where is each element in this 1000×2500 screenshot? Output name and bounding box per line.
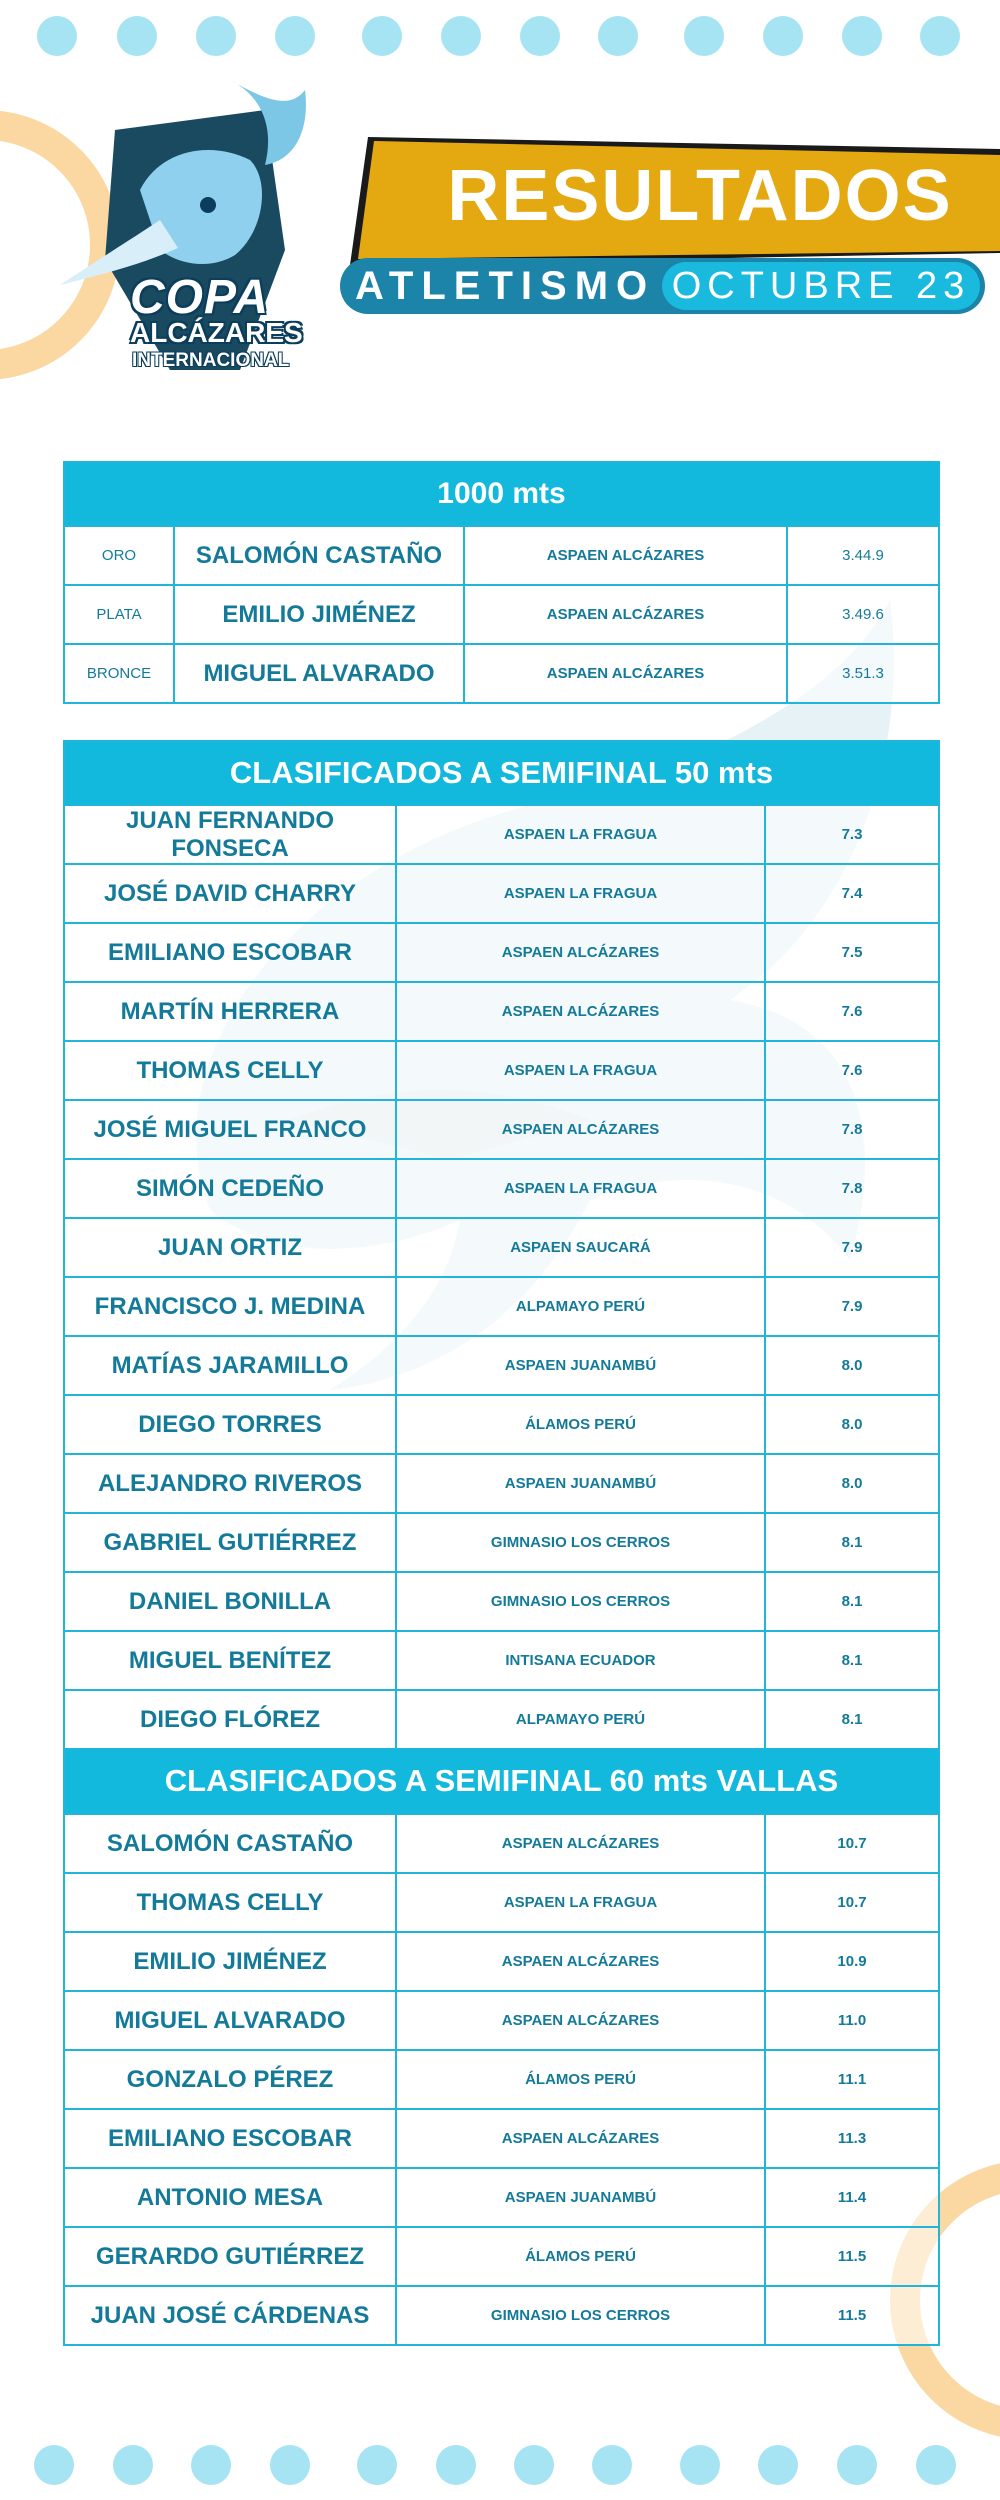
team-cell: ASPAEN ALCÁZARES — [395, 1815, 764, 1872]
athlete-name-cell: MIGUEL BENÍTEZ — [128, 1646, 332, 1674]
team-cell: ASPAEN LA FRAGUA — [395, 1042, 764, 1099]
athlete-name-cell: JOSÉ DAVID CHARRY — [103, 879, 357, 907]
team-cell: ÁLAMOS PERÚ — [395, 1396, 764, 1453]
medal-cell: BRONCE — [86, 665, 152, 682]
athlete-name-cell: ANTONIO MESA — [136, 2183, 324, 2211]
table-row — [65, 1217, 938, 1276]
athlete-name-cell: SALOMÓN CASTAÑO — [106, 1829, 354, 1857]
team-cell: ASPAEN LA FRAGUA — [395, 865, 764, 922]
team-cell: ALPAMAYO PERÚ — [395, 1278, 764, 1335]
time-cell: 3.49.6 — [786, 586, 938, 643]
time-cell: 3.44.9 — [786, 527, 938, 584]
team-cell: INTISANA ECUADOR — [395, 1632, 764, 1689]
results-table-1000m — [63, 461, 940, 704]
athlete-name-cell: JUAN JOSÉ CÁRDENAS — [90, 2301, 370, 2329]
table-row — [65, 1453, 938, 1512]
table-row — [65, 1099, 938, 1158]
semifinal-table-50m — [63, 740, 940, 1750]
table-row — [65, 1335, 938, 1394]
page-title: RESULTADOS — [447, 156, 953, 236]
logo-alcazares-text: ALCÁZARES — [130, 317, 303, 348]
athlete-name-cell: MATÍAS JARAMILLO — [111, 1351, 349, 1379]
time-cell: 8.1 — [764, 1573, 938, 1630]
team-cell: ASPAEN ALCÁZARES — [395, 1101, 764, 1158]
table-row — [65, 1040, 938, 1099]
athlete-name-cell: JUAN FERNANDO FONSECA — [125, 806, 334, 862]
time-cell: 11.0 — [764, 1992, 938, 2049]
team-cell: ASPAEN ALCÁZARES — [395, 2110, 764, 2167]
athlete-name-cell: THOMAS CELLY — [136, 1056, 324, 1084]
semifinal-table-60m-hurdles — [63, 1749, 940, 2346]
table-row — [65, 2108, 938, 2167]
team-cell: ÁLAMOS PERÚ — [395, 2228, 764, 2285]
team-cell: ASPAEN LA FRAGUA — [395, 1874, 764, 1931]
table-row — [65, 1630, 938, 1689]
table-title-50m: CLASIFICADOS A SEMIFINAL 50 mts — [65, 742, 938, 804]
time-cell: 3.51.3 — [786, 645, 938, 702]
time-cell: 10.7 — [764, 1874, 938, 1931]
time-cell: 11.4 — [764, 2169, 938, 2226]
team-cell: ASPAEN JUANAMBÚ — [395, 1337, 764, 1394]
table-row — [65, 1931, 938, 1990]
athlete-name-cell: EMILIO JIMÉNEZ — [173, 586, 463, 643]
time-cell: 7.6 — [764, 983, 938, 1040]
table-title-1000m: 1000 mts — [65, 463, 938, 525]
time-cell: 8.0 — [764, 1337, 938, 1394]
subtitle-bar — [340, 258, 985, 314]
team-cell: ASPAEN ALCÁZARES — [463, 527, 786, 584]
athlete-name-cell: MIGUEL ALVARADO — [173, 645, 463, 702]
team-cell: ASPAEN JUANAMBÚ — [395, 2169, 764, 2226]
time-cell: 11.1 — [764, 2051, 938, 2108]
table-row — [65, 1276, 938, 1335]
time-cell: 7.8 — [764, 1160, 938, 1217]
team-cell: ÁLAMOS PERÚ — [395, 2051, 764, 2108]
time-cell: 8.0 — [764, 1396, 938, 1453]
time-cell: 7.8 — [764, 1101, 938, 1158]
medal-cell: ORO — [101, 547, 137, 564]
table-row — [65, 2049, 938, 2108]
table-row — [65, 643, 938, 702]
time-cell: 7.9 — [764, 1219, 938, 1276]
table-row — [65, 2285, 938, 2344]
team-cell: ASPAEN LA FRAGUA — [395, 806, 764, 863]
athlete-name-cell: MIGUEL ALVARADO — [114, 2006, 346, 2034]
table-row — [65, 1158, 938, 1217]
athlete-name-cell: EMILIANO ESCOBAR — [107, 938, 352, 966]
top-dot-row — [0, 14, 1000, 58]
time-cell: 8.1 — [764, 1691, 938, 1748]
team-cell: ASPAEN JUANAMBÚ — [395, 1455, 764, 1512]
copa-alcazares-logo — [60, 70, 310, 370]
team-cell: ASPAEN ALCÁZARES — [395, 983, 764, 1040]
time-cell: 8.1 — [764, 1632, 938, 1689]
table-row — [65, 2226, 938, 2285]
time-cell: 10.9 — [764, 1933, 938, 1990]
time-cell: 11.5 — [764, 2287, 938, 2344]
table-row — [65, 981, 938, 1040]
table-row — [65, 2167, 938, 2226]
athlete-name-cell: SALOMÓN CASTAÑO — [173, 527, 463, 584]
athlete-name-cell: DIEGO TORRES — [138, 1410, 322, 1438]
team-cell: ASPAEN ALCÁZARES — [395, 1992, 764, 2049]
bottom-dot-row — [0, 2443, 1000, 2487]
time-cell: 8.1 — [764, 1514, 938, 1571]
table-row — [65, 1689, 938, 1748]
team-cell: GIMNASIO LOS CERROS — [395, 1514, 764, 1571]
team-cell: ASPAEN ALCÁZARES — [395, 1933, 764, 1990]
athlete-name-cell: FRANCISCO J. MEDINA — [94, 1292, 366, 1320]
athlete-name-cell: DANIEL BONILLA — [128, 1587, 332, 1615]
team-cell: ASPAEN LA FRAGUA — [395, 1160, 764, 1217]
team-cell: GIMNASIO LOS CERROS — [395, 2287, 764, 2344]
sport-label: ATLETISMO — [355, 264, 656, 308]
athlete-name-cell: MARTÍN HERRERA — [120, 997, 340, 1025]
time-cell: 10.7 — [764, 1815, 938, 1872]
date-label: OCTUBRE 23 — [671, 265, 971, 307]
title-banner — [350, 135, 1000, 265]
time-cell: 11.5 — [764, 2228, 938, 2285]
athlete-name-cell: GONZALO PÉREZ — [126, 2065, 334, 2093]
table-row — [65, 584, 938, 643]
team-cell: ALPAMAYO PERÚ — [395, 1691, 764, 1748]
athlete-name-cell: THOMAS CELLY — [136, 1888, 324, 1916]
team-cell: ASPAEN SAUCARÁ — [395, 1219, 764, 1276]
table-row — [65, 1512, 938, 1571]
table-row — [65, 804, 938, 863]
time-cell: 7.9 — [764, 1278, 938, 1335]
time-cell: 7.4 — [764, 865, 938, 922]
athlete-name-cell: SIMÓN CEDEÑO — [135, 1174, 324, 1202]
team-cell: ASPAEN ALCÁZARES — [395, 924, 764, 981]
athlete-name-cell: DIEGO FLÓREZ — [140, 1705, 320, 1733]
athlete-name-cell: GERARDO GUTIÉRREZ — [95, 2242, 364, 2270]
time-cell: 8.0 — [764, 1455, 938, 1512]
table-row — [65, 1394, 938, 1453]
team-cell: ASPAEN ALCÁZARES — [463, 586, 786, 643]
table-row — [65, 1872, 938, 1931]
logo-copa-text: COPA — [130, 271, 270, 324]
athlete-name-cell: JOSÉ MIGUEL FRANCO — [93, 1115, 367, 1143]
time-cell: 11.3 — [764, 2110, 938, 2167]
date-pill — [662, 262, 980, 310]
medal-cell: PLATA — [96, 606, 142, 623]
time-cell: 7.5 — [764, 924, 938, 981]
athlete-name-cell: ALEJANDRO RIVEROS — [97, 1469, 363, 1497]
athlete-name-cell: EMILIANO ESCOBAR — [107, 2124, 352, 2152]
team-cell: GIMNASIO LOS CERROS — [395, 1573, 764, 1630]
time-cell: 7.6 — [764, 1042, 938, 1099]
team-cell: ASPAEN ALCÁZARES — [463, 645, 786, 702]
table-row — [65, 1571, 938, 1630]
logo-internacional-text: INTERNACIONAL — [132, 350, 290, 371]
table-row — [65, 1990, 938, 2049]
table-row — [65, 525, 938, 584]
table-row — [65, 922, 938, 981]
table-row — [65, 863, 938, 922]
table-title-60m: CLASIFICADOS A SEMIFINAL 60 mts VALLAS — [65, 1749, 938, 1813]
athlete-name-cell: GABRIEL GUTIÉRREZ — [103, 1528, 357, 1556]
athlete-name-cell: JUAN ORTIZ — [158, 1233, 302, 1261]
table-row — [65, 1813, 938, 1872]
time-cell: 7.3 — [764, 806, 938, 863]
athlete-name-cell: EMILIO JIMÉNEZ — [133, 1947, 327, 1975]
